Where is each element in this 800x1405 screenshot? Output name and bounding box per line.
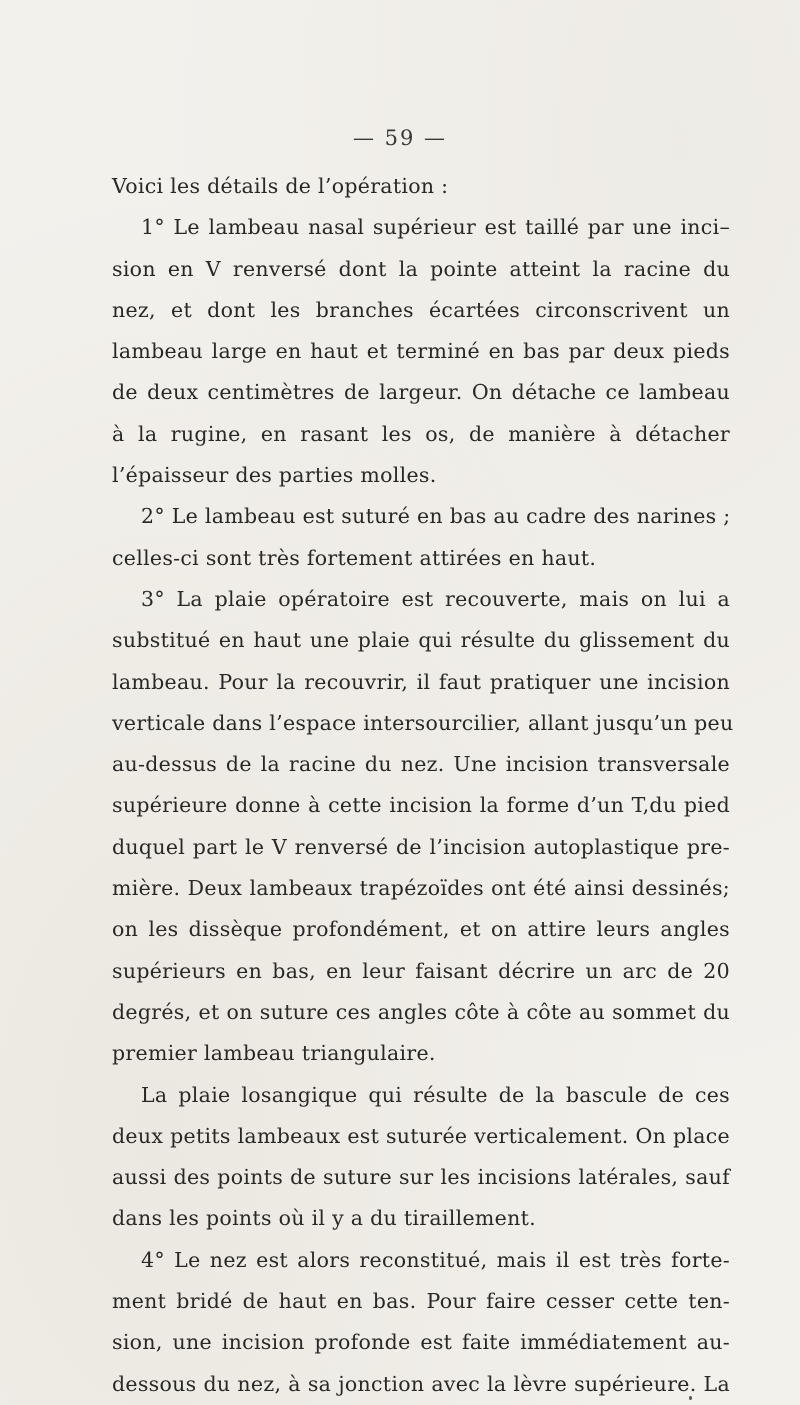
- text-line: Voici les détails de l’opération :: [112, 174, 449, 198]
- text-line: ment bridé de haut en bas. Pour faire cesser cette ten-: [112, 1289, 730, 1314]
- text-line: celles-ci sont très fortement attirées en haut.: [112, 545, 597, 570]
- text-line: 2° Le lambeau est suturé en bas au cadre des narines ;: [141, 504, 731, 529]
- text-line: substitué en haut une plaie qui résulte du glissement du: [112, 628, 730, 653]
- text-line: verticale dans l’espace intersourcilier, allant jusqu’un peu: [112, 710, 734, 735]
- text-line: à la rugine, en rasant les os, de manière à détacher: [112, 421, 730, 446]
- text-line: au-dessus de la racine du nez. Une incision transversale: [112, 752, 730, 777]
- text-line: de deux centimètres de largeur. On détache ce lambeau: [112, 380, 730, 405]
- text-line: deux petits lambeaux est suturée verticalement. On place: [112, 1123, 730, 1148]
- page-number: — 59 —: [352, 126, 448, 150]
- text-line: nez, et dont les branches écartées circonscrivent un: [112, 297, 730, 322]
- text-line: on les dissèque profondément, et on attire leurs angles: [112, 917, 730, 942]
- text-line: sion en V renversé dont la pointe atteint la racine du: [112, 256, 730, 281]
- text-line: lambeau. Pour la recouvrir, il faut pratiquer une incision: [112, 669, 730, 694]
- text-line: supérieurs en bas, en leur faisant décrire un arc de 20: [112, 958, 730, 983]
- text-line: 4° Le nez est alors reconstitué, mais il est très forte-: [141, 1247, 730, 1272]
- text-line: degrés, et on suture ces angles côte à côte au sommet du: [112, 999, 730, 1024]
- text-line: dans les points où il y a du tiraillement.: [112, 1206, 536, 1231]
- text-line: dessous du nez, à sa jonction avec la lèvre supérieure. La: [112, 1371, 730, 1396]
- text-line: aussi des points de suture sur les incisions latérales, sauf: [112, 1165, 730, 1190]
- text-line: mière. Deux lambeaux trapézoïdes ont été ainsi dessinés;: [112, 876, 730, 901]
- text-line: 3° La plaie opératoire est recouverte, mais on lui a: [141, 586, 730, 611]
- ink-speck: [689, 1396, 692, 1400]
- text-line: 1° Le lambeau nasal supérieur est taillé par une inci–: [141, 215, 730, 240]
- text-line: l’épaisseur des parties molles.: [112, 463, 437, 488]
- text-line: premier lambeau triangulaire.: [112, 1041, 436, 1066]
- text-line: lambeau large en haut et terminé en bas par deux pieds: [112, 339, 730, 364]
- text-line: sion, une incision profonde est faite immédiatement au-: [112, 1330, 730, 1355]
- text-line: supérieure donne à cette incision la forme d’un T,du pied: [112, 793, 730, 818]
- text-line: La plaie losangique qui résulte de la bascule de ces: [141, 1082, 730, 1107]
- body-text: [112, 166, 734, 1405]
- text-line: duquel part le V renversé de l’incision autoplastique pre-: [112, 834, 730, 859]
